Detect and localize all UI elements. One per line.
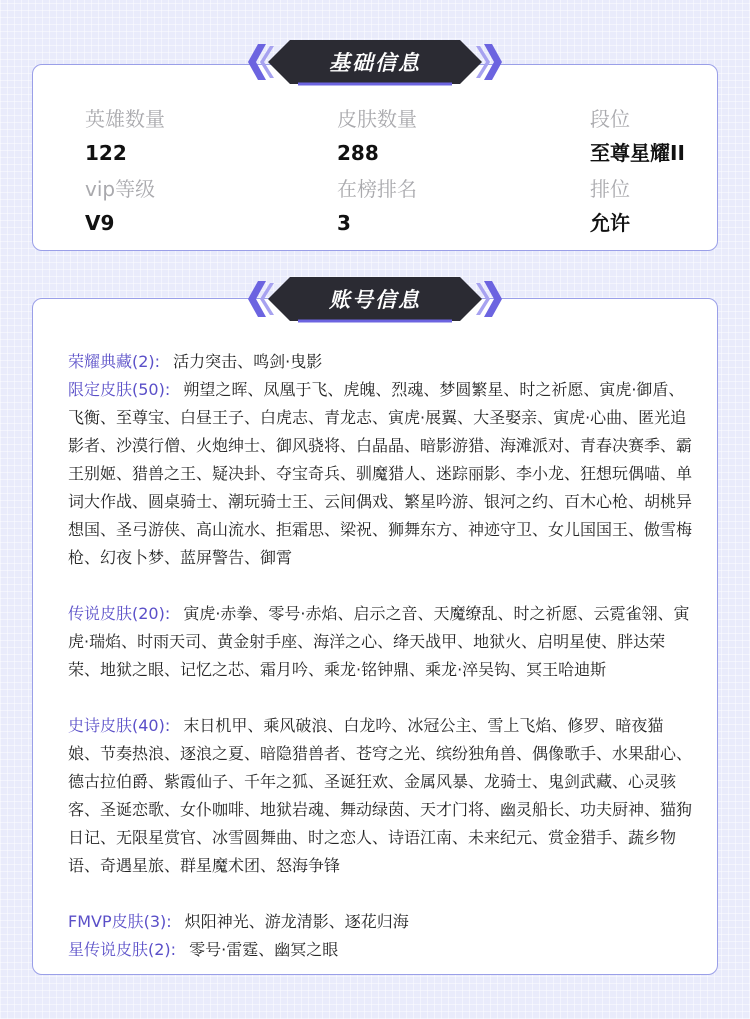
stat-rank-tier [590,107,685,165]
stat-label: 在榜排名 [337,177,417,201]
stat-label: 英雄数量 [85,107,165,131]
skin-section-star-legend [68,936,692,964]
skin-section-label: 传说皮肤(20): [68,604,171,623]
skin-section-label: 限定皮肤(50): [68,380,171,399]
skin-section-items: 活力突击、鸣剑·曳影 [173,352,323,371]
stat-hero-count [85,107,165,165]
skin-section-items: 寅虎·赤拳、零号·赤焰、启示之音、天魔缭乱、时之祈愿、云霓雀翎、寅虎·瑞焰、时雨天司、黄金射手座、海洋之心、绛天战甲、地狱火、启明星使、胖达荣荣、地狱之眼、记忆之芯、霜月吟、乘龙·铭钟鼎、乘龙·淬吴钩、冥王哈迪斯 [68,604,690,679]
stat-label: 段位 [590,107,630,131]
skin-section-label: 史诗皮肤(40): [68,716,171,735]
skin-section-items: 末日机甲、乘风破浪、白龙吟、冰冠公主、雪上飞焰、修罗、暗夜猫娘、节奏热浪、逐浪之夏、暗隐猎兽者、苍穹之光、缤纷独角兽、偶像歌手、水果甜心、德古拉伯爵、紫霞仙子、千年之狐、圣诞狂欢、金属风暴、龙骑士、鬼剑武藏、心灵骇客、圣诞恋歌、女仆咖啡、地狱岩魂、舞动绿茵、天才门将、幽灵船长、功夫厨神、猫狗日记、无限星赏官、冰雪圆舞曲、时之恋人、诗语江南、未来纪元、赏金猎手、蔬乡物语、奇遇星旅、群星魔术团、怒海争锋 [68,716,693,875]
stat-label: vip等级 [85,177,156,201]
skin-section-epic [68,712,692,880]
skin-section-items: 炽阳神光、游龙清影、逐花归海 [184,912,409,931]
account-info-banner [246,275,504,323]
basic-info-banner [246,38,504,86]
stat-label: 皮肤数量 [337,107,417,131]
basic-info-card [32,64,718,251]
skin-section-label: FMVP皮肤(3): [68,912,172,931]
stat-value: 3 [337,211,351,235]
section-title: 基础信息 [329,51,421,75]
stat-ranked-mode [590,177,630,235]
skin-section-fmvp [68,908,692,936]
skin-section-label: 荣耀典藏(2): [68,352,161,371]
stat-value: 122 [85,141,127,165]
stat-skin-count [337,107,417,165]
stat-vip-level [85,177,155,235]
stat-label: 排位 [590,177,630,201]
skin-section-limited [68,376,692,572]
skin-section-label: 星传说皮肤(2): [68,940,177,959]
section-title: 账号信息 [329,288,421,312]
skin-section-glory-collection [68,348,692,376]
stat-value: V9 [85,211,115,235]
stat-value: 288 [337,141,379,165]
skin-section-legendary [68,600,692,684]
skin-section-items: 零号·雷霆、幽冥之眼 [189,940,339,959]
stat-value: 至尊星耀II [590,141,685,165]
stat-value: 允许 [590,211,630,235]
stat-leaderboard-rank [337,177,417,235]
skin-section-items: 朔望之晖、凤凰于飞、虎魄、烈魂、梦圆繁星、时之祈愿、寅虎·御盾、飞衡、至尊宝、白昼王子、白虎志、青龙志、寅虎·展翼、大圣娶亲、寅虎·心曲、匿光追影者、沙漠行僧、火炮绅士、御风骁将、白晶晶、暗影游猎、海滩派对、青春决赛季、霸王别姬、猎兽之王、疑决卦、夺宝奇兵、驯魔猎人、迷踪丽影、李小龙、狂想玩偶喵、单词大作战、圆桌骑士、潮玩骑士王、云间偶戏、繁星吟游、银河之约、百木心枪、胡桃异想国、圣弓游侠、高山流水、拒霜思、梁祝、狮舞东方、神迹守卫、女儿国国王、傲雪梅枪、幻夜卜梦、蓝屏警告、御霄 [68,380,693,567]
